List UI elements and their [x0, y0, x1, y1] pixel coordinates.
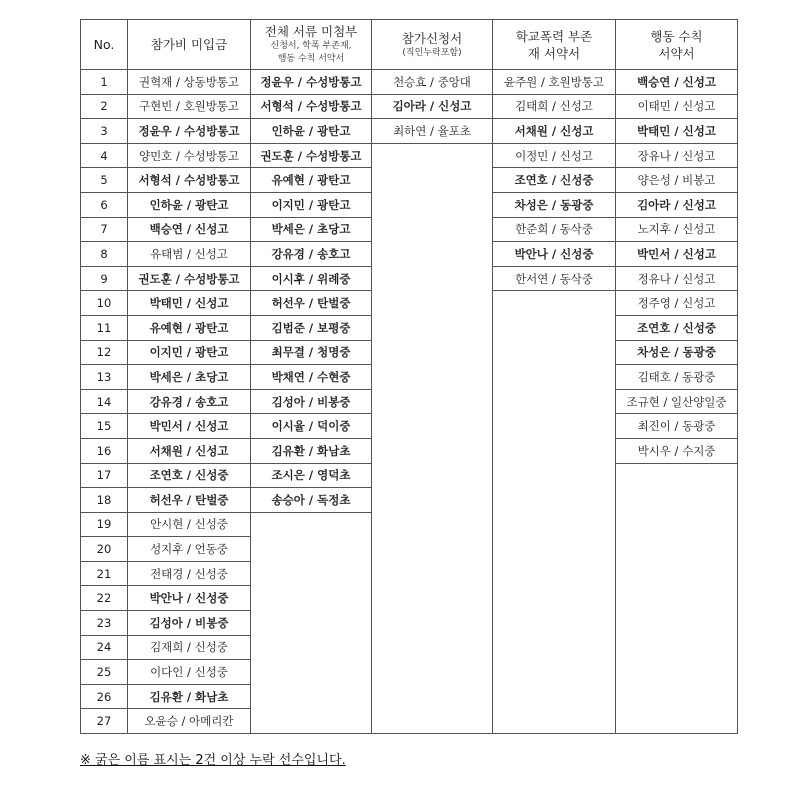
- application-empty-cell: [372, 217, 493, 242]
- conduct-empty-cell: [616, 709, 738, 734]
- conduct-empty-cell: [616, 684, 738, 709]
- conduct-cell: 차성은 / 동광중: [616, 340, 738, 365]
- conduct-cell: 이태민 / 신성고: [616, 94, 738, 119]
- row-number: 10: [81, 291, 128, 316]
- all-docs-empty-cell: [251, 709, 372, 734]
- row-number: 7: [81, 217, 128, 242]
- application-empty-cell: [372, 635, 493, 660]
- application-empty-cell: [372, 192, 493, 217]
- fee-unpaid-cell: 오윤승 / 아메리칸: [128, 709, 251, 734]
- table-row: [81, 438, 738, 463]
- school-violence-empty-cell: [493, 684, 616, 709]
- fee-unpaid-cell: 유태범 / 신성고: [128, 242, 251, 267]
- fee-unpaid-cell: 양민호 / 수성방통고: [128, 143, 251, 168]
- application-empty-cell: [372, 143, 493, 168]
- row-number: 24: [81, 635, 128, 660]
- row-number: 12: [81, 340, 128, 365]
- row-number: 3: [81, 119, 128, 144]
- header-row: [81, 20, 738, 70]
- header-all-docs-missing: 전체 서류 미첨부 신청서, 학폭 부존재, 행동 수칙 서약서: [251, 20, 372, 70]
- row-number: 17: [81, 463, 128, 488]
- school-violence-cell: 이정민 / 신성고: [493, 143, 616, 168]
- school-violence-cell: 한준희 / 동삭중: [493, 217, 616, 242]
- header-application-sub: (직인누락포함): [402, 47, 462, 58]
- school-violence-cell: 서채원 / 신성고: [493, 119, 616, 144]
- row-number: 20: [81, 537, 128, 562]
- school-violence-empty-cell: [493, 463, 616, 488]
- conduct-empty-cell: [616, 488, 738, 513]
- conduct-cell: 박민서 / 신성고: [616, 242, 738, 267]
- school-violence-cell: 김태희 / 신성고: [493, 94, 616, 119]
- all-docs-empty-cell: [251, 684, 372, 709]
- school-violence-empty-cell: [493, 660, 616, 685]
- row-number: 19: [81, 512, 128, 537]
- conduct-cell: 장유나 / 신성고: [616, 143, 738, 168]
- fee-unpaid-cell: 서형석 / 수성방통고: [128, 168, 251, 193]
- table-row: [81, 709, 738, 734]
- row-number: 5: [81, 168, 128, 193]
- table-row: [81, 217, 738, 242]
- application-empty-cell: [372, 463, 493, 488]
- application-empty-cell: [372, 291, 493, 316]
- fee-unpaid-cell: 조연호 / 신성중: [128, 463, 251, 488]
- application-cell: 최하연 / 율포초: [372, 119, 493, 144]
- school-violence-empty-cell: [493, 512, 616, 537]
- all-docs-empty-cell: [251, 635, 372, 660]
- fee-unpaid-cell: 권도훈 / 수성방통고: [128, 266, 251, 291]
- header-school-violence: 학교폭력 부존재 서약서: [493, 20, 616, 70]
- school-violence-empty-cell: [493, 414, 616, 439]
- all-docs-cell: 인하윤 / 광탄고: [251, 119, 372, 144]
- school-violence-empty-cell: [493, 340, 616, 365]
- row-number: 18: [81, 488, 128, 513]
- fee-unpaid-cell: 강유경 / 송호고: [128, 389, 251, 414]
- row-number: 4: [81, 143, 128, 168]
- row-number: 16: [81, 438, 128, 463]
- conduct-cell: 조규현 / 일산양일중: [616, 389, 738, 414]
- table-row: [81, 365, 738, 390]
- header-all-docs-sub: 신청서, 학폭 부존재, 행동 수칙 서약서: [270, 41, 352, 64]
- application-empty-cell: [372, 684, 493, 709]
- school-violence-empty-cell: [493, 586, 616, 611]
- table-row: [81, 143, 738, 168]
- conduct-empty-cell: [616, 512, 738, 537]
- table-row: [81, 586, 738, 611]
- fee-unpaid-cell: 전태경 / 신성중: [128, 561, 251, 586]
- row-number: 13: [81, 365, 128, 390]
- all-docs-cell: 이시율 / 덕이중: [251, 414, 372, 439]
- table-row: [81, 242, 738, 267]
- all-docs-cell: 서형석 / 수성방통고: [251, 94, 372, 119]
- fee-unpaid-cell: 김재희 / 신성중: [128, 635, 251, 660]
- fee-unpaid-cell: 서채원 / 신성고: [128, 438, 251, 463]
- fee-unpaid-cell: 권혁재 / 상동방통고: [128, 70, 251, 95]
- conduct-cell: 김아라 / 신성고: [616, 192, 738, 217]
- application-cell: 천승효 / 중앙대: [372, 70, 493, 95]
- application-empty-cell: [372, 611, 493, 636]
- fee-unpaid-cell: 안시현 / 신성중: [128, 512, 251, 537]
- application-empty-cell: [372, 561, 493, 586]
- conduct-empty-cell: [616, 537, 738, 562]
- application-empty-cell: [372, 242, 493, 267]
- conduct-empty-cell: [616, 586, 738, 611]
- table-row: [81, 70, 738, 95]
- school-violence-cell: 차성은 / 동광중: [493, 192, 616, 217]
- school-violence-empty-cell: [493, 365, 616, 390]
- fee-unpaid-cell: 박세은 / 초당고: [128, 365, 251, 390]
- conduct-cell: 최진이 / 동광중: [616, 414, 738, 439]
- row-number: 1: [81, 70, 128, 95]
- application-empty-cell: [372, 389, 493, 414]
- fee-unpaid-cell: 인하윤 / 광탄고: [128, 192, 251, 217]
- school-violence-cell: 조연호 / 신성중: [493, 168, 616, 193]
- application-empty-cell: [372, 512, 493, 537]
- conduct-cell: 노지후 / 신성고: [616, 217, 738, 242]
- table-body: [81, 70, 738, 734]
- all-docs-cell: 김유환 / 화남초: [251, 438, 372, 463]
- school-violence-cell: 한서연 / 동삭중: [493, 266, 616, 291]
- school-violence-empty-cell: [493, 537, 616, 562]
- all-docs-cell: 강유경 / 송호고: [251, 242, 372, 267]
- row-number: 15: [81, 414, 128, 439]
- conduct-cell: 조연호 / 신성중: [616, 315, 738, 340]
- application-empty-cell: [372, 266, 493, 291]
- conduct-cell: 정주영 / 신성고: [616, 291, 738, 316]
- row-number: 8: [81, 242, 128, 267]
- conduct-cell: 박시우 / 수지중: [616, 438, 738, 463]
- all-docs-cell: 이시후 / 위례중: [251, 266, 372, 291]
- school-violence-empty-cell: [493, 709, 616, 734]
- table-row: [81, 168, 738, 193]
- row-number: 6: [81, 192, 128, 217]
- table-row: [81, 266, 738, 291]
- table-row: [81, 684, 738, 709]
- conduct-empty-cell: [616, 611, 738, 636]
- table-row: [81, 340, 738, 365]
- all-docs-empty-cell: [251, 586, 372, 611]
- fee-unpaid-cell: 김성아 / 비봉중: [128, 611, 251, 636]
- fee-unpaid-cell: 정윤우 / 수성방통고: [128, 119, 251, 144]
- all-docs-cell: 박세은 / 초당고: [251, 217, 372, 242]
- table-row: [81, 561, 738, 586]
- all-docs-empty-cell: [251, 512, 372, 537]
- table-row: [81, 119, 738, 144]
- footnote: ※ 굵은 이름 표시는 2건 이상 누락 선수입니다.: [80, 753, 346, 768]
- table-row: [81, 635, 738, 660]
- table-row: [81, 291, 738, 316]
- table-row: [81, 611, 738, 636]
- row-number: 22: [81, 586, 128, 611]
- conduct-cell: 백승연 / 신성고: [616, 70, 738, 95]
- fee-unpaid-cell: 백승연 / 신성고: [128, 217, 251, 242]
- application-empty-cell: [372, 537, 493, 562]
- school-violence-cell: 윤주원 / 호원방통고: [493, 70, 616, 95]
- row-number: 14: [81, 389, 128, 414]
- application-empty-cell: [372, 488, 493, 513]
- conduct-empty-cell: [616, 561, 738, 586]
- all-docs-cell: 최무결 / 청명중: [251, 340, 372, 365]
- all-docs-empty-cell: [251, 537, 372, 562]
- school-violence-empty-cell: [493, 389, 616, 414]
- row-number: 23: [81, 611, 128, 636]
- conduct-empty-cell: [616, 463, 738, 488]
- header-conduct: 행동 수칙 서약서: [616, 20, 738, 70]
- application-empty-cell: [372, 586, 493, 611]
- header-fee-unpaid: 참가비 미입금: [128, 20, 251, 70]
- row-number: 11: [81, 315, 128, 340]
- application-empty-cell: [372, 709, 493, 734]
- school-violence-empty-cell: [493, 315, 616, 340]
- fee-unpaid-cell: 허선우 / 탄벌중: [128, 488, 251, 513]
- all-docs-cell: 이지민 / 광탄고: [251, 192, 372, 217]
- fee-unpaid-cell: 박태민 / 신성고: [128, 291, 251, 316]
- conduct-cell: 박태민 / 신성고: [616, 119, 738, 144]
- fee-unpaid-cell: 박민서 / 신성고: [128, 414, 251, 439]
- application-empty-cell: [372, 340, 493, 365]
- all-docs-cell: 정윤우 / 수성방통고: [251, 70, 372, 95]
- fee-unpaid-cell: 구현빈 / 호원방통고: [128, 94, 251, 119]
- all-docs-cell: 유예현 / 광탄고: [251, 168, 372, 193]
- application-empty-cell: [372, 438, 493, 463]
- school-violence-empty-cell: [493, 488, 616, 513]
- table-row: [81, 315, 738, 340]
- application-cell: 김아라 / 신성고: [372, 94, 493, 119]
- conduct-cell: 양은성 / 비봉고: [616, 168, 738, 193]
- all-docs-cell: 김범준 / 보평중: [251, 315, 372, 340]
- row-number: 2: [81, 94, 128, 119]
- missing-documents-table: [80, 19, 738, 734]
- conduct-cell: 정유나 / 신성고: [616, 266, 738, 291]
- table-row: [81, 488, 738, 513]
- application-empty-cell: [372, 168, 493, 193]
- row-number: 26: [81, 684, 128, 709]
- fee-unpaid-cell: 이지민 / 광탄고: [128, 340, 251, 365]
- all-docs-empty-cell: [251, 561, 372, 586]
- fee-unpaid-cell: 김유환 / 화남초: [128, 684, 251, 709]
- table-row: [81, 414, 738, 439]
- row-number: 9: [81, 266, 128, 291]
- row-number: 25: [81, 660, 128, 685]
- table-row: [81, 463, 738, 488]
- row-number: 21: [81, 561, 128, 586]
- application-empty-cell: [372, 660, 493, 685]
- school-violence-empty-cell: [493, 611, 616, 636]
- school-violence-empty-cell: [493, 561, 616, 586]
- school-violence-empty-cell: [493, 635, 616, 660]
- all-docs-cell: 김성아 / 비봉중: [251, 389, 372, 414]
- school-violence-cell: 박안나 / 신성중: [493, 242, 616, 267]
- school-violence-empty-cell: [493, 438, 616, 463]
- table-row: [81, 94, 738, 119]
- all-docs-cell: 박채연 / 수현중: [251, 365, 372, 390]
- row-number: 27: [81, 709, 128, 734]
- all-docs-cell: 조시은 / 영덕초: [251, 463, 372, 488]
- table-row: [81, 512, 738, 537]
- all-docs-empty-cell: [251, 611, 372, 636]
- header-application: 참가신청서 (직인누락포함): [372, 20, 493, 70]
- table-row: [81, 389, 738, 414]
- table-row: [81, 660, 738, 685]
- school-violence-empty-cell: [493, 291, 616, 316]
- fee-unpaid-cell: 성지후 / 언동중: [128, 537, 251, 562]
- application-empty-cell: [372, 315, 493, 340]
- application-empty-cell: [372, 365, 493, 390]
- all-docs-cell: 권도훈 / 수성방통고: [251, 143, 372, 168]
- fee-unpaid-cell: 이다인 / 신성중: [128, 660, 251, 685]
- all-docs-cell: 허선우 / 탄벌중: [251, 291, 372, 316]
- fee-unpaid-cell: 박안나 / 신성중: [128, 586, 251, 611]
- header-no: No.: [81, 20, 128, 70]
- conduct-empty-cell: [616, 635, 738, 660]
- conduct-empty-cell: [616, 660, 738, 685]
- all-docs-empty-cell: [251, 660, 372, 685]
- all-docs-cell: 송승아 / 독정초: [251, 488, 372, 513]
- application-empty-cell: [372, 414, 493, 439]
- fee-unpaid-cell: 유예현 / 광탄고: [128, 315, 251, 340]
- conduct-cell: 김태호 / 동광중: [616, 365, 738, 390]
- table-row: [81, 192, 738, 217]
- table-row: [81, 537, 738, 562]
